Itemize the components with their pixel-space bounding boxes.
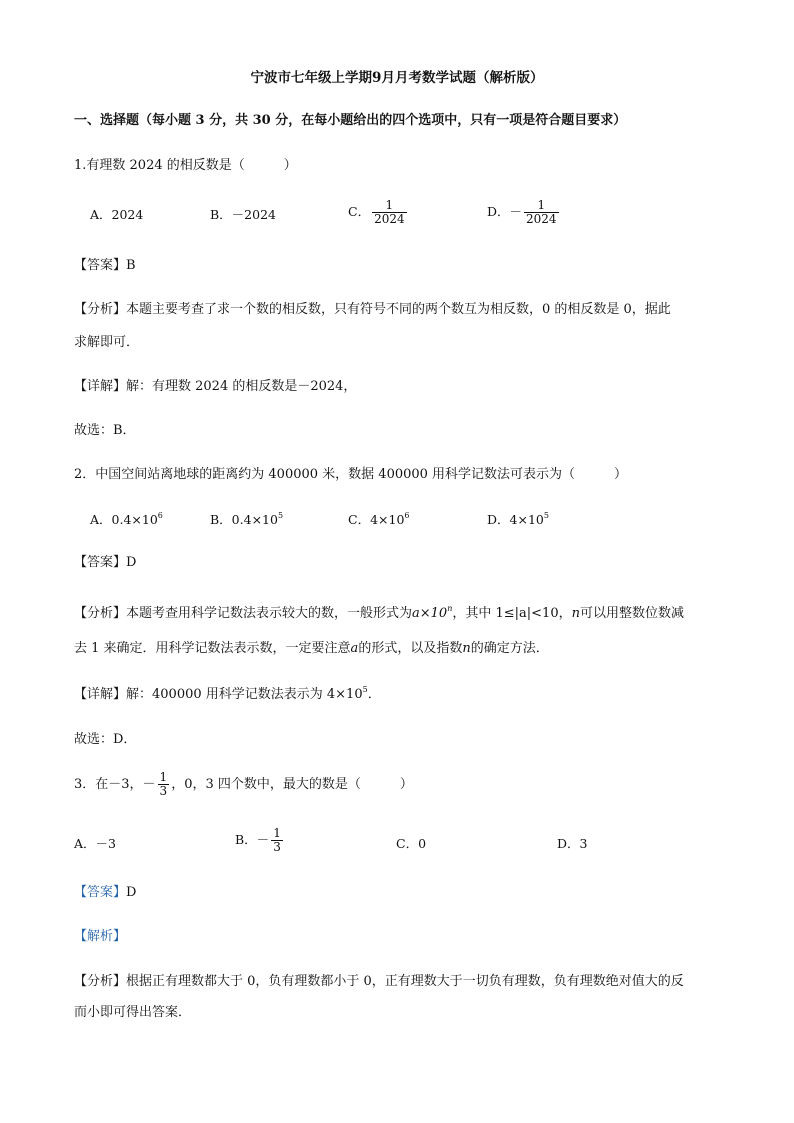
question-1-option-a: A．2024 [90,207,144,222]
question-1-choice: 故选：B． [74,423,136,438]
question-2-option-d [487,511,549,529]
fraction-numerator: 1 [159,770,168,784]
question-2-choice: 故选：D． [74,732,137,747]
option-c-base: C．4×10 [348,512,405,527]
analysis-text: 可以用整数位数减 [579,606,684,621]
stem-text: ，0，3 四个数中，最大的数是（ ） [171,777,413,792]
option-b-base: B．0.4×10 [210,512,278,527]
variable: n [571,606,580,621]
fraction-numerator: 1 [273,826,281,840]
option-b-label: B．－ [235,832,270,847]
question-3-option-a: A．－3 [74,836,116,851]
question-1-option-d [487,199,561,226]
fraction [524,199,559,226]
question-2-option-b [210,511,283,529]
fraction-denominator: 2024 [526,212,557,226]
option-b-exponent: 5 [277,511,284,520]
variable: a [350,641,359,656]
fraction-numerator: 1 [537,198,546,212]
question-3-option-b [235,827,285,854]
question-3-answer [74,884,136,902]
fraction [271,827,283,854]
fraction-numerator: 1 [385,198,394,212]
question-2-stem: 2．中国空间站离地球的距离约为 400000 米，数据 400000 用科学记数法可表示为（ ） [74,467,628,482]
analysis-text: 的形式，以及指数 [358,641,463,656]
question-1-option-b: B．－2024 [210,207,276,222]
question-3-analysis-line-2: 而小即可得出答案． [74,1005,192,1020]
analysis-text: 【分析】本题考查用科学记数法表示较大的数，一般形式为 [74,606,413,621]
option-c-exponent: 6 [404,511,410,520]
analysis-text: 去 1 来确定．用科学记数法表示数，一定要注意 [74,641,351,656]
fraction-denominator: 2024 [374,212,405,226]
question-3-jiexi-label: 【解析】 [74,929,127,944]
question-2-analysis-line-2 [74,640,549,658]
answer-label: 【答案】 [74,885,127,900]
question-1-stem: 1.有理数 2024 的相反数是（ ） [74,158,297,173]
question-2-option-c [348,511,410,529]
question-1-analysis-line-2: 求解即可． [74,335,140,350]
question-3-option-c: C．0 [396,836,427,851]
question-2-analysis-line-1 [74,605,684,623]
question-1-option-c [348,199,409,226]
fraction-denominator: 3 [273,840,281,854]
question-2-detail [74,686,381,704]
question-3-option-d: D．3 [557,836,588,851]
option-a-exponent: 6 [157,511,163,520]
detail-exponent: 5 [362,685,368,694]
fraction-denominator: 3 [159,784,168,798]
option-a-base: A．0.4×10 [90,512,158,527]
option-d-label: D．－ [487,204,523,219]
question-2-option-a [90,511,163,529]
question-3-analysis-line-1: 【分析】根据正有理数都大于 0，负有理数都小于 0，正有理数大于一切负有理数，负有理数绝对值大的反 [74,974,684,989]
fraction [372,199,407,226]
formula: a×10 [412,606,448,621]
answer-value: D [126,885,137,900]
question-2-answer: 【答案】D [74,555,137,570]
detail-text: 【详解】解：400000 用科学记数法表示为 4×10 [74,687,363,702]
option-c-label: C． [348,204,371,219]
detail-text: ． [367,687,381,702]
question-1-analysis-line-1: 【分析】本题主要考查了求一个数的相反数，只有符号不同的两个数互为相反数，0 的相反数是 0，据此 [74,302,671,317]
fraction [158,771,170,798]
question-3-stem [74,771,413,798]
variable: n [462,641,471,656]
analysis-text: ，其中 1≤|a|<10， [452,606,572,621]
stem-text: 3．在－3，－ [74,777,156,792]
question-1-answer: 【答案】B [74,258,136,273]
section-heading: 一、选择题（每小题 3 分，共 30 分，在每小题给出的四个选项中，只有一项是符合题目要求） [74,113,627,128]
formula-exponent: n [447,604,453,613]
question-1-detail: 【详解】解：有理数 2024 的相反数是－2024， [74,379,357,394]
analysis-text: 的确定方法． [470,641,549,656]
option-d-exponent: 5 [543,511,549,520]
page-title: 宁波市七年级上学期9月月考数学试题（解析版） [250,70,544,86]
option-d-base: D．4×10 [487,512,544,527]
